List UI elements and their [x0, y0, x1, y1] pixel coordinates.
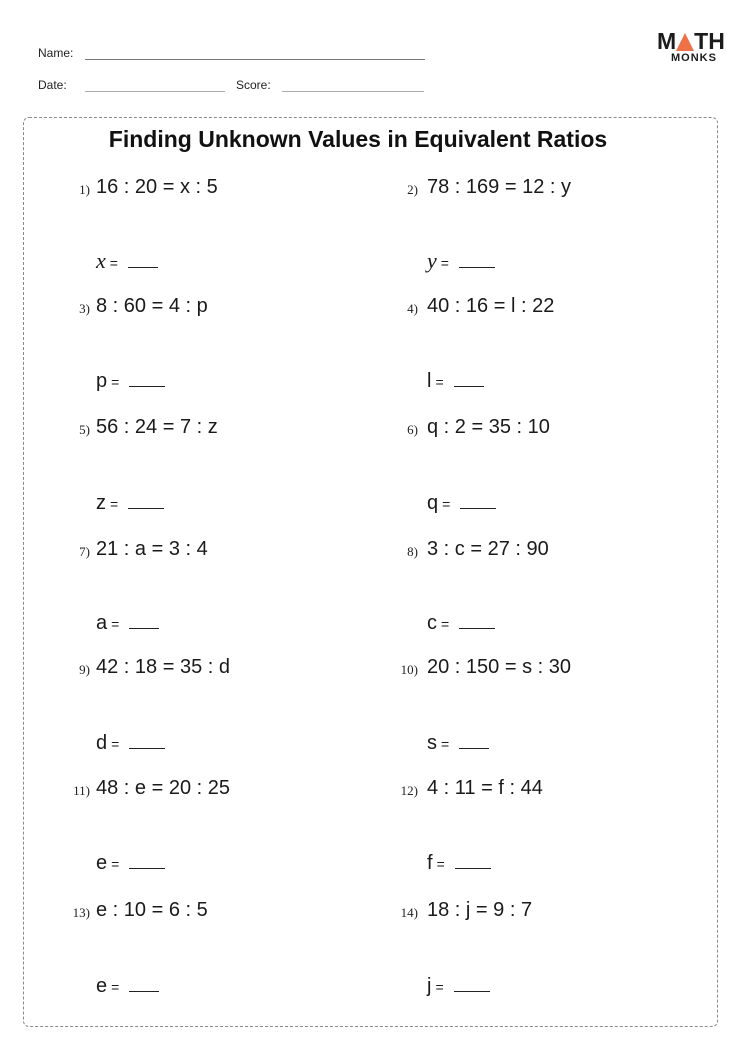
math-monks-logo	[657, 30, 723, 66]
answer-line	[96, 370, 165, 393]
problem-number: 4)	[407, 301, 418, 316]
worksheet-title: Finding Unknown Values in Equivalent Ratios	[108, 126, 608, 152]
answer-variable: p	[96, 370, 108, 392]
answer-variable: z	[96, 492, 106, 514]
name-label: Name:	[38, 46, 74, 60]
problem-number: 3)	[79, 301, 90, 316]
answer-variable: x	[96, 248, 106, 273]
answer-line	[427, 248, 495, 274]
answer-line	[427, 852, 491, 875]
problem-equation: 18 : j = 9 : 7	[427, 899, 533, 921]
answer-line	[96, 492, 164, 515]
problem-number: 5)	[79, 422, 90, 437]
problem-number: 1)	[79, 182, 90, 197]
answer-blank[interactable]	[129, 867, 165, 869]
answer-blank[interactable]	[459, 747, 489, 749]
answer-blank[interactable]	[460, 507, 496, 509]
equals-sign: =	[441, 616, 450, 632]
answer-line	[427, 492, 496, 515]
answer-blank[interactable]	[459, 266, 495, 268]
answer-line	[96, 732, 165, 755]
answer-blank[interactable]	[454, 990, 490, 992]
equals-sign: =	[436, 856, 445, 872]
answer-blank[interactable]	[129, 990, 159, 992]
equals-sign: =	[110, 496, 119, 512]
equals-sign: =	[111, 616, 120, 632]
problem-number: 9)	[79, 662, 90, 677]
answer-blank[interactable]	[128, 507, 164, 509]
problem-number: 7)	[79, 544, 90, 559]
equals-sign: =	[111, 374, 120, 390]
answer-line	[96, 975, 159, 998]
answer-variable: e	[96, 852, 108, 874]
problem-number: 8)	[407, 544, 418, 559]
problem-equation: 56 : 24 = 7 : z	[96, 416, 218, 438]
answer-variable: l	[427, 370, 432, 392]
answer-blank[interactable]	[129, 627, 159, 629]
equals-sign: =	[109, 255, 118, 271]
answer-line	[96, 612, 159, 635]
problem-equation: 20 : 150 = s : 30	[427, 656, 571, 678]
answer-line	[96, 852, 165, 875]
problem-equation: 3 : c = 27 : 90	[427, 538, 549, 560]
equals-sign: =	[435, 979, 444, 995]
logo-subtext: MONKS	[671, 52, 717, 64]
equals-sign: =	[111, 979, 120, 995]
problem-number: 2)	[407, 182, 418, 197]
problem-number: 12)	[400, 783, 418, 798]
answer-blank[interactable]	[129, 385, 165, 387]
score-field[interactable]	[282, 91, 424, 92]
answer-line	[427, 975, 490, 998]
date-label: Date:	[38, 78, 67, 92]
answer-variable: f	[427, 852, 433, 874]
problem-equation: 40 : 16 = l : 22	[427, 295, 555, 317]
problem-equation: 48 : e = 20 : 25	[96, 777, 230, 799]
answer-variable: d	[96, 732, 108, 754]
equals-sign: =	[441, 736, 450, 752]
problem-number: 10)	[400, 662, 418, 677]
problem-number: 6)	[407, 422, 418, 437]
problem-equation: 16 : 20 = x : 5	[96, 176, 218, 198]
answer-blank[interactable]	[459, 627, 495, 629]
equals-sign: =	[111, 856, 120, 872]
equals-sign: =	[111, 736, 120, 752]
answer-variable: y	[427, 248, 437, 273]
answer-line	[427, 370, 484, 393]
problem-number: 13)	[72, 905, 90, 920]
problem-equation: 21 : a = 3 : 4	[96, 538, 208, 560]
problem-number: 14)	[400, 905, 418, 920]
equals-sign: =	[442, 496, 451, 512]
date-field[interactable]	[85, 91, 225, 92]
answer-line	[427, 732, 489, 755]
problem-equation: e : 10 = 6 : 5	[96, 899, 208, 921]
answer-variable: c	[427, 612, 437, 634]
answer-line	[96, 248, 158, 274]
answer-variable: q	[427, 492, 439, 514]
problem-equation: 42 : 18 = 35 : d	[96, 656, 230, 678]
logo-wordmark: M TH	[657, 28, 725, 54]
answer-variable: e	[96, 975, 108, 997]
problem-equation: q : 2 = 35 : 10	[427, 416, 550, 438]
triangle-icon	[676, 33, 694, 51]
problem-equation: 78 : 169 = 12 : y	[427, 176, 571, 198]
problem-number: 11)	[73, 783, 90, 798]
problem-equation: 8 : 60 = 4 : p	[96, 295, 208, 317]
equals-sign: =	[440, 255, 449, 271]
answer-blank[interactable]	[454, 385, 484, 387]
answer-blank[interactable]	[455, 867, 491, 869]
answer-variable: a	[96, 612, 108, 634]
equals-sign: =	[435, 374, 444, 390]
name-field[interactable]	[85, 59, 425, 60]
answer-blank[interactable]	[129, 747, 165, 749]
answer-variable: j	[427, 975, 432, 997]
answer-variable: s	[427, 732, 437, 754]
answer-line	[427, 612, 495, 635]
score-label: Score:	[236, 78, 271, 92]
problem-equation: 4 : 11 = f : 44	[427, 777, 543, 799]
answer-blank[interactable]	[128, 266, 158, 268]
